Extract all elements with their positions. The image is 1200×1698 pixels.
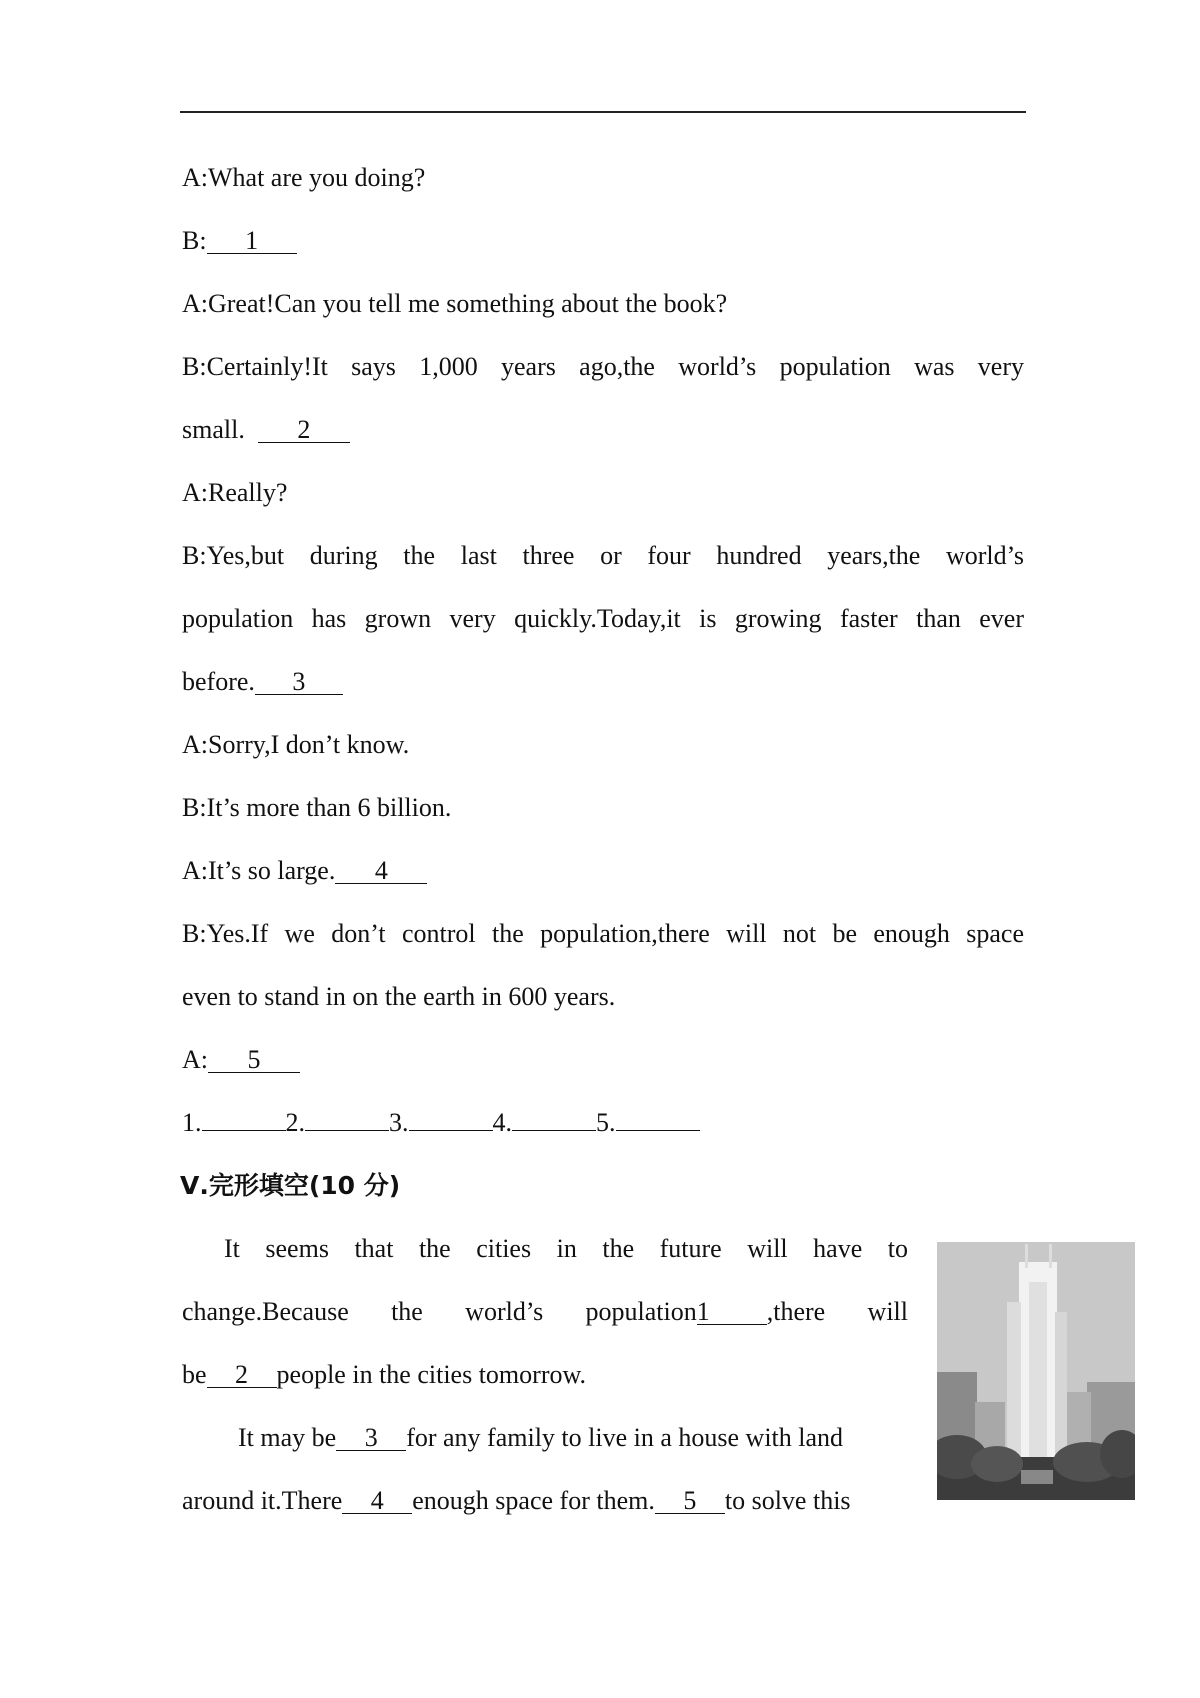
answer-number: 3. bbox=[389, 1108, 409, 1137]
cloze-blank[interactable]: 5 bbox=[655, 1489, 725, 1514]
dialogue-line bbox=[182, 856, 427, 886]
cloze-blank[interactable]: 4 bbox=[342, 1489, 412, 1514]
sentence-text: It may be bbox=[238, 1423, 337, 1452]
sentence-text: before. bbox=[182, 667, 255, 696]
dialogue-line: A:Sorry,I don’t know. bbox=[182, 730, 410, 759]
answer-number: 1. bbox=[182, 1108, 202, 1137]
passage-line: It seems that the cities in the future will have to bbox=[224, 1234, 908, 1263]
sentence-text: for any family to live in a house with land bbox=[406, 1423, 844, 1452]
answer-slot[interactable] bbox=[616, 1130, 700, 1131]
passage-line bbox=[182, 1360, 586, 1390]
answer-blank[interactable]: 2 bbox=[258, 418, 350, 443]
section-heading: Ⅴ.完形填空(10 分) bbox=[180, 1171, 401, 1200]
answer-blank[interactable]: 5 bbox=[208, 1048, 300, 1073]
cloze-blank[interactable]: 2 bbox=[207, 1363, 277, 1388]
dialogue-line: population has grown very quickly.Today,it is growing faster than ever bbox=[182, 604, 1024, 633]
answer-row bbox=[182, 1108, 700, 1138]
sentence-text: small. bbox=[182, 415, 245, 444]
dialogue-line: A:Great!Can you tell me something about the book? bbox=[182, 289, 728, 318]
speaker-label: A: bbox=[182, 1045, 208, 1074]
dialogue-line: A:What are you doing? bbox=[182, 163, 426, 192]
answer-slot[interactable] bbox=[409, 1130, 493, 1131]
dialogue-line: even to stand in on the earth in 600 years. bbox=[182, 982, 616, 1011]
sentence-text: to solve this bbox=[724, 1486, 851, 1515]
answer-blank[interactable]: 4 bbox=[335, 859, 427, 884]
dialogue-line: B:It’s more than 6 billion. bbox=[182, 793, 452, 822]
answer-slot[interactable] bbox=[202, 1130, 286, 1131]
answer-blank[interactable]: 3 bbox=[255, 670, 343, 695]
dialogue-line: B:Yes,but during the last three or four hundred years,the world’s bbox=[182, 541, 1024, 570]
sentence-text: enough space for them. bbox=[412, 1486, 655, 1515]
passage-line bbox=[238, 1423, 843, 1453]
speaker-label: B: bbox=[182, 226, 207, 255]
dialogue-line: A:Really? bbox=[182, 478, 288, 507]
header-rule bbox=[180, 111, 1026, 113]
dialogue-line: B:Certainly!It says 1,000 years ago,the world’s population was very bbox=[182, 352, 1024, 381]
answer-number: 4. bbox=[492, 1108, 512, 1137]
dialogue-line bbox=[182, 667, 343, 697]
answer-slot[interactable] bbox=[512, 1130, 596, 1131]
answer-slot[interactable] bbox=[305, 1130, 389, 1131]
cloze-blank[interactable]: 3 bbox=[336, 1426, 406, 1451]
sentence-text: around it.There bbox=[182, 1486, 343, 1515]
sentence-text: people in the cities tomorrow. bbox=[276, 1360, 587, 1389]
dialogue-line: B:Yes.If we don’t control the population,there will not be enough space bbox=[182, 919, 1024, 948]
cloze-blank[interactable]: 1 bbox=[697, 1300, 767, 1325]
passage-line bbox=[182, 1297, 908, 1327]
skyscraper-photo bbox=[937, 1242, 1135, 1500]
answer-number: 5. bbox=[596, 1108, 616, 1137]
dialogue-line bbox=[182, 415, 350, 445]
sentence-text: change.Because the world’s population bbox=[182, 1297, 697, 1326]
answer-number: 2. bbox=[285, 1108, 305, 1137]
skyscraper-icon bbox=[937, 1242, 1135, 1500]
sentence-text: be bbox=[182, 1360, 207, 1389]
passage-line bbox=[182, 1486, 851, 1516]
dialogue-line bbox=[182, 226, 297, 256]
answer-blank[interactable]: 1 bbox=[207, 229, 297, 254]
dialogue-line bbox=[182, 1045, 300, 1075]
sentence-text: ,there will bbox=[766, 1297, 908, 1326]
sentence-text: A:It’s so large. bbox=[182, 856, 336, 885]
